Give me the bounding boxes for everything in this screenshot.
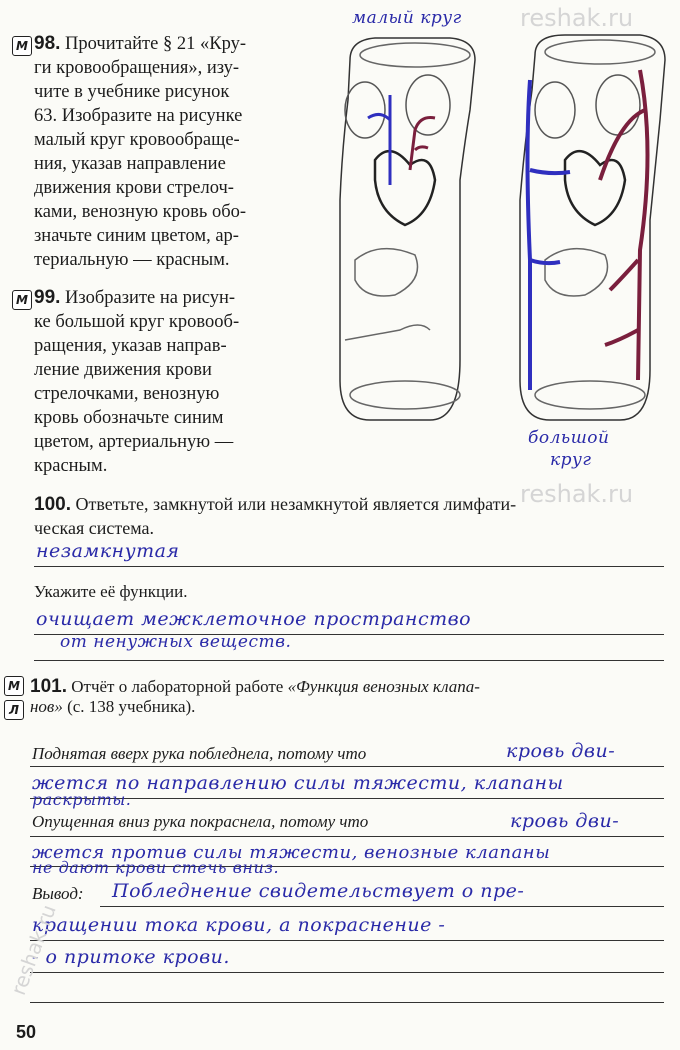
- task-100-answer-2-line1: очищает межклеточное пространство: [36, 608, 472, 630]
- task-99-line: стрелочками, венозную: [34, 384, 220, 404]
- answer-line: [34, 634, 664, 635]
- task-99-line: ращения, указав направ-: [34, 336, 227, 356]
- task-98-line: движения крови стрелоч-: [34, 178, 234, 198]
- task-98-text: [34, 32, 310, 272]
- watermark: reshak.ru: [520, 480, 634, 508]
- task-99-line: кровь обозначьте синим: [34, 408, 224, 428]
- task-100-question-line2: ческая система.: [34, 518, 154, 538]
- big-circle-figure: [520, 35, 665, 420]
- task-99-line: красным.: [34, 456, 108, 476]
- watermark: reshak.ru: [520, 4, 634, 32]
- task-99-line: ление движения крови: [34, 360, 212, 380]
- task-98-line: Прочитайте § 21 «Кру-: [65, 34, 246, 54]
- task-98-line: 63. Изобразите на рисунке: [34, 106, 243, 126]
- task-99-line: цветом, артериальную —: [34, 432, 234, 452]
- task-98-line: ками, венозную кровь обо-: [34, 202, 247, 222]
- conclusion-2: кращении тока крови, а покраснение -: [32, 914, 446, 936]
- conclusion-3: - о притоке крови.: [32, 946, 230, 968]
- raised-answer-1: кровь дви-: [506, 740, 616, 762]
- task-98-line: ги кровообращения», изу-: [34, 58, 240, 78]
- task-98-line: чите в учебнике рисунок: [34, 82, 230, 102]
- small-circle-label: малый круг: [352, 8, 462, 28]
- big-circle-label-1: большой: [528, 428, 610, 448]
- task-99-number: 99.: [34, 287, 61, 308]
- lowered-answer-3: не дают крови стечь вниз.: [32, 858, 280, 877]
- task-100-question-line1: [34, 494, 516, 516]
- task-99-line: ке большой круг кровооб-: [34, 312, 240, 332]
- task-100-answer-1: незамкнутая: [36, 540, 180, 562]
- task-101-title-post: (с. 138 учебника).: [62, 697, 196, 716]
- task-99-line: Изобразите на рисун-: [65, 288, 236, 308]
- conclusion-1: Побледнение свидетельствует о пре-: [112, 880, 525, 902]
- circulation-diagrams: [320, 0, 680, 480]
- small-circle-figure: [340, 38, 475, 420]
- raised-answer-3: раскрыты.: [32, 790, 132, 809]
- task-101-badge-m: М: [4, 676, 24, 696]
- task-98-line: ния, указав направление: [34, 154, 226, 174]
- watermark: reshak.ru: [6, 901, 61, 999]
- answer-line: [34, 566, 664, 567]
- raised-answer-2: жется по направлению силы тяжести, клапаны: [32, 772, 564, 794]
- task-101-number: 101.: [30, 676, 67, 697]
- task-98-line: малый круг кровообраще-: [34, 130, 240, 150]
- answer-line: [30, 940, 664, 941]
- task-101-badge-l: Л: [4, 700, 24, 720]
- task-101-title-italic: «Функция венозных клапа-: [287, 677, 480, 696]
- task-101-title-line2: [30, 697, 195, 717]
- task-100-number: 100.: [34, 494, 71, 515]
- big-circle-label-2: круг: [550, 450, 592, 470]
- raised-prompt: Поднятая вверх рука побледнела, потому что: [32, 744, 367, 763]
- conclusion-label: Вывод:: [32, 884, 84, 903]
- lowered-prompt: Опущенная вниз рука покраснела, потому что: [32, 812, 369, 831]
- task-100-answer-2-line2: от ненужных веществ.: [60, 632, 292, 652]
- task-101-title-line1: [30, 676, 480, 698]
- task-98-number: 98.: [34, 33, 61, 54]
- answer-line: [30, 836, 664, 837]
- task-98-line: териальную — красным.: [34, 250, 230, 270]
- answer-line: [100, 906, 664, 907]
- task-100-functions-prompt: Укажите её функции.: [34, 582, 188, 601]
- page-number: 50: [16, 1022, 37, 1042]
- task-98-line: значьте синим цветом, ар-: [34, 226, 239, 246]
- answer-line: [30, 766, 664, 767]
- task-101-title-pre: Отчёт о лабораторной работе: [71, 677, 288, 696]
- answer-line: [30, 1002, 664, 1003]
- task-101-title-italic2: нов»: [30, 697, 63, 716]
- task-100-question-text: Ответьте, замкнутой или незамкнутой является лимфати-: [75, 494, 517, 514]
- answer-line: [34, 660, 664, 661]
- lowered-answer-1: кровь дви-: [510, 810, 620, 832]
- task-99-text: [34, 286, 296, 478]
- task-99-badge: М: [12, 290, 32, 310]
- task-98-badge: М: [12, 36, 32, 56]
- answer-line: [30, 972, 664, 973]
- lowered-answer-2: жется против силы тяжести, венозные клапаны: [32, 842, 551, 863]
